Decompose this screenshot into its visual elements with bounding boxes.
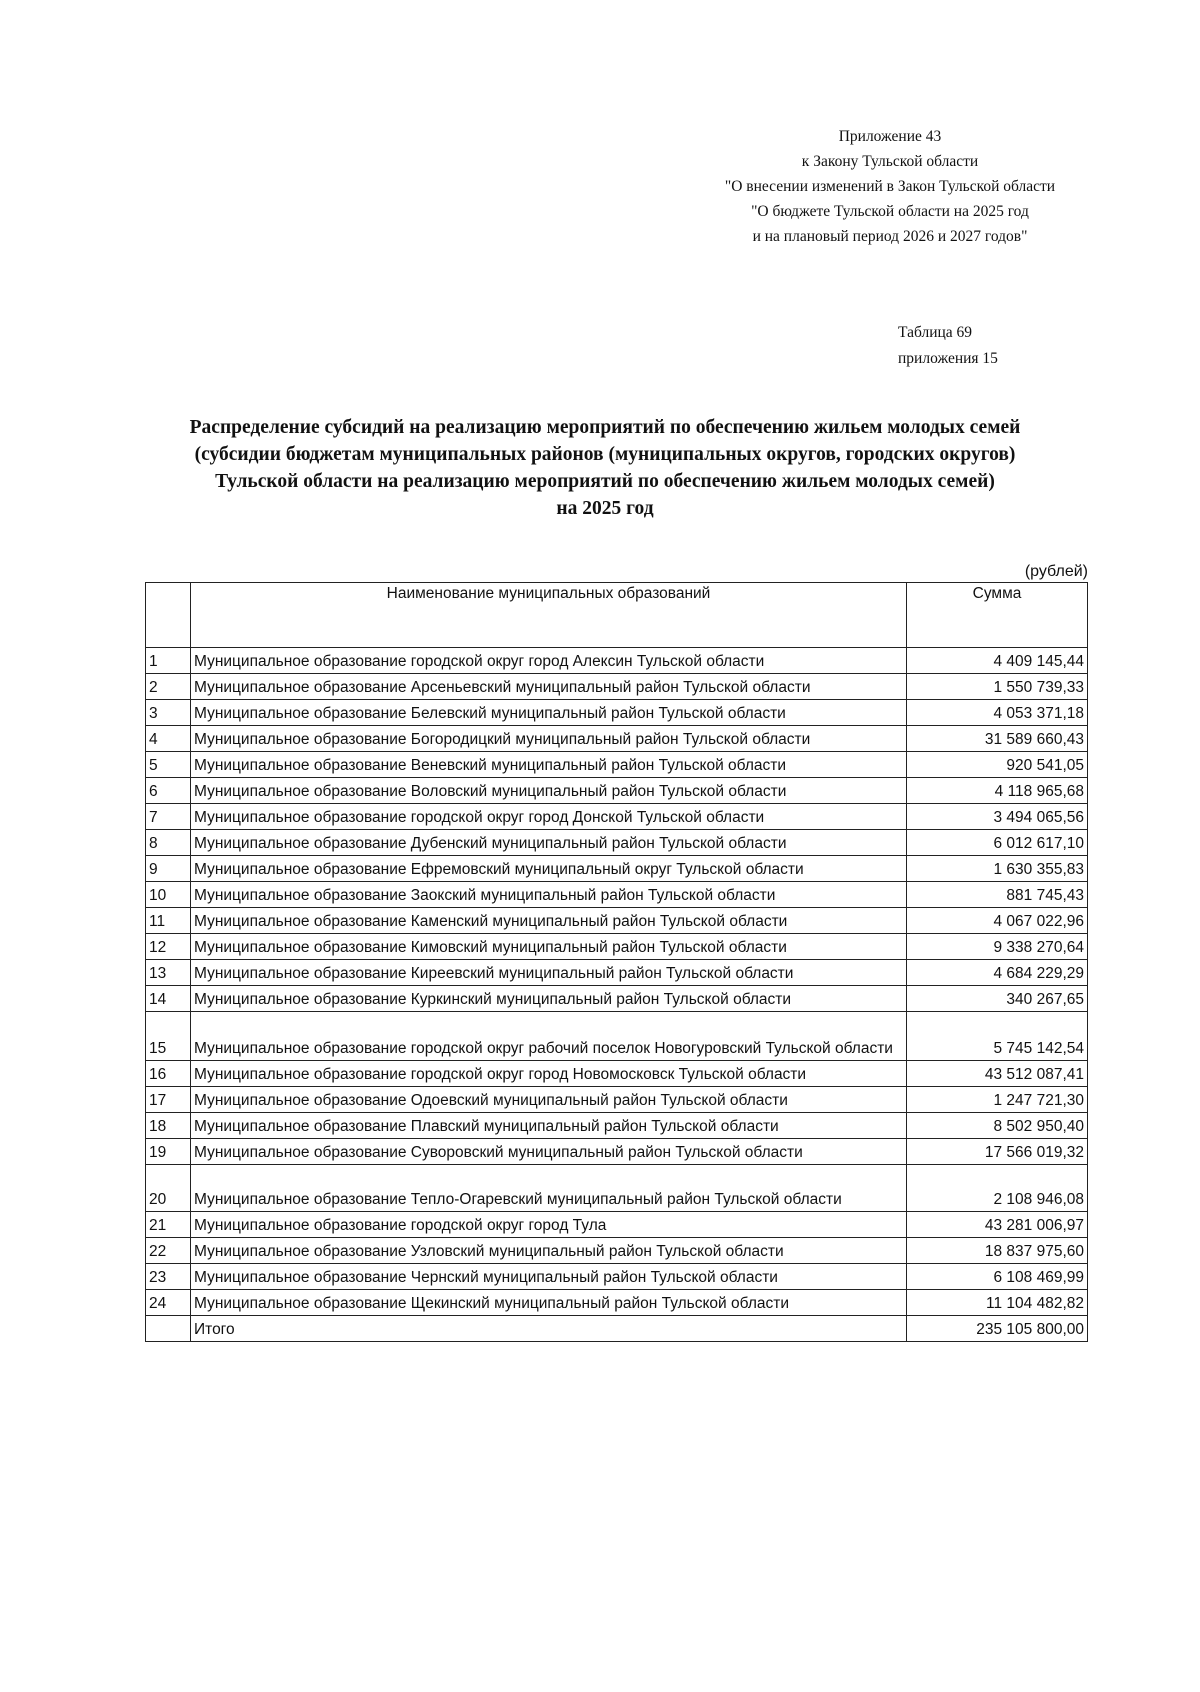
- row-number: 21: [146, 1212, 191, 1238]
- table-header-row: [146, 583, 1088, 648]
- row-sum: 8 502 950,40: [907, 1113, 1088, 1139]
- table-row: [146, 726, 1088, 752]
- row-sum: 4 118 965,68: [907, 778, 1088, 804]
- row-name: Муниципальное образование Арсеньевский муниципальный район Тульской области: [191, 674, 907, 700]
- row-sum: 11 104 482,82: [907, 1290, 1088, 1316]
- total-number: [146, 1316, 191, 1342]
- row-number: 14: [146, 986, 191, 1012]
- table-row: [146, 1113, 1088, 1139]
- total-sum: 235 105 800,00: [907, 1316, 1088, 1342]
- table-row: [146, 1238, 1088, 1264]
- row-name: Муниципальное образование Чернский муниципальный район Тульской области: [191, 1264, 907, 1290]
- appendix-line: "О внесении изменений в Закон Тульской области: [724, 178, 1056, 195]
- table-reference: [898, 320, 1098, 372]
- appendix-line: Приложение 43: [838, 128, 942, 145]
- row-name: Муниципальное образование городской округ город Новомосковск Тульской области: [191, 1061, 907, 1087]
- row-number: 11: [146, 908, 191, 934]
- row-sum: 1 550 739,33: [907, 674, 1088, 700]
- row-number: 10: [146, 882, 191, 908]
- row-name: Муниципальное образование Тепло-Огаревский муниципальный район Тульской области: [191, 1165, 907, 1212]
- title-line: Тульской области на реализацию мероприятий по обеспечению жильем молодых семей): [215, 471, 995, 492]
- table-row: [146, 804, 1088, 830]
- table-row: [146, 908, 1088, 934]
- table-row: [146, 882, 1088, 908]
- row-name: Муниципальное образование Одоевский муниципальный район Тульской области: [191, 1087, 907, 1113]
- row-sum: 17 566 019,32: [907, 1139, 1088, 1165]
- row-sum: 6 108 469,99: [907, 1264, 1088, 1290]
- table-row: [146, 1165, 1088, 1212]
- appendix-line: к Закону Тульской области: [801, 153, 979, 170]
- table-row: [146, 1290, 1088, 1316]
- row-number: 12: [146, 934, 191, 960]
- appendix-line: и на плановый период 2026 и 2027 годов": [752, 228, 1028, 245]
- row-sum: 43 281 006,97: [907, 1212, 1088, 1238]
- header-name: Наименование муниципальных образований: [191, 583, 907, 648]
- appendix-line: "О бюджете Тульской области на 2025 год: [751, 203, 1029, 220]
- row-number: 2: [146, 674, 191, 700]
- row-number: 16: [146, 1061, 191, 1087]
- table-body: [146, 583, 1088, 1342]
- row-sum: 43 512 087,41: [907, 1061, 1088, 1087]
- table-reference-line: приложения 15: [898, 350, 998, 367]
- row-number: 9: [146, 856, 191, 882]
- row-name: Муниципальное образование Куркинский муниципальный район Тульской области: [191, 986, 907, 1012]
- row-name: Муниципальное образование Кимовский муниципальный район Тульской области: [191, 934, 907, 960]
- table-row: [146, 648, 1088, 674]
- row-number: 15: [146, 1012, 191, 1061]
- row-name: Муниципальное образование Каменский муниципальный район Тульской области: [191, 908, 907, 934]
- appendix-header: [680, 124, 1100, 249]
- row-number: 3: [146, 700, 191, 726]
- header-number: [146, 583, 191, 648]
- row-sum: 340 267,65: [907, 986, 1088, 1012]
- row-number: 4: [146, 726, 191, 752]
- row-name: Муниципальное образование Воловский муниципальный район Тульской области: [191, 778, 907, 804]
- row-number: 18: [146, 1113, 191, 1139]
- row-number: 24: [146, 1290, 191, 1316]
- row-sum: 1 247 721,30: [907, 1087, 1088, 1113]
- row-number: 8: [146, 830, 191, 856]
- table-row: [146, 1012, 1088, 1061]
- row-sum: 920 541,05: [907, 752, 1088, 778]
- row-sum: 2 108 946,08: [907, 1165, 1088, 1212]
- table-row: [146, 1212, 1088, 1238]
- table-row: [146, 1264, 1088, 1290]
- row-name: Муниципальное образование Киреевский муниципальный район Тульской области: [191, 960, 907, 986]
- table-row: [146, 700, 1088, 726]
- total-row: [146, 1316, 1088, 1342]
- row-name: Муниципальное образование Щекинский муниципальный район Тульской области: [191, 1290, 907, 1316]
- table-reference-line: Таблица 69: [898, 324, 973, 341]
- row-name: Муниципальное образование городской округ город Тула: [191, 1212, 907, 1238]
- row-name: Муниципальное образование Ефремовский муниципальный округ Тульской области: [191, 856, 907, 882]
- row-number: 1: [146, 648, 191, 674]
- row-sum: 4 409 145,44: [907, 648, 1088, 674]
- total-label: Итого: [191, 1316, 907, 1342]
- subsidy-table: [145, 582, 1088, 1342]
- row-number: 6: [146, 778, 191, 804]
- table-row: [146, 1061, 1088, 1087]
- row-name: Муниципальное образование городской округ город Алексин Тульской области: [191, 648, 907, 674]
- document-title: [120, 414, 1090, 522]
- row-name: Муниципальное образование городской округ город Донской Тульской области: [191, 804, 907, 830]
- table-row: [146, 856, 1088, 882]
- row-name: Муниципальное образование Плавский муниципальный район Тульской области: [191, 1113, 907, 1139]
- table-row: [146, 960, 1088, 986]
- row-sum: 4 053 371,18: [907, 700, 1088, 726]
- row-name: Муниципальное образование Веневский муниципальный район Тульской области: [191, 752, 907, 778]
- row-number: 5: [146, 752, 191, 778]
- row-number: 22: [146, 1238, 191, 1264]
- row-sum: 5 745 142,54: [907, 1012, 1088, 1061]
- row-number: 23: [146, 1264, 191, 1290]
- row-name: Муниципальное образование Узловский муниципальный район Тульской области: [191, 1238, 907, 1264]
- row-sum: 18 837 975,60: [907, 1238, 1088, 1264]
- title-line: Распределение субсидий на реализацию мероприятий по обеспечению жильем молодых семей: [189, 417, 1021, 438]
- row-sum: 3 494 065,56: [907, 804, 1088, 830]
- table-row: [146, 934, 1088, 960]
- row-sum: 31 589 660,43: [907, 726, 1088, 752]
- table-row: [146, 986, 1088, 1012]
- row-number: 13: [146, 960, 191, 986]
- row-number: 17: [146, 1087, 191, 1113]
- row-number: 7: [146, 804, 191, 830]
- row-sum: 881 745,43: [907, 882, 1088, 908]
- row-sum: 1 630 355,83: [907, 856, 1088, 882]
- row-sum: 9 338 270,64: [907, 934, 1088, 960]
- header-sum: Сумма: [907, 583, 1088, 648]
- table-row: [146, 674, 1088, 700]
- row-name: Муниципальное образование Богородицкий муниципальный район Тульской области: [191, 726, 907, 752]
- title-line: на 2025 год: [556, 498, 654, 519]
- row-name: Муниципальное образование Белевский муниципальный район Тульской области: [191, 700, 907, 726]
- table-row: [146, 830, 1088, 856]
- row-number: 20: [146, 1165, 191, 1212]
- row-sum: 4 067 022,96: [907, 908, 1088, 934]
- units-label: (рублей): [1024, 563, 1088, 580]
- row-sum: 4 684 229,29: [907, 960, 1088, 986]
- title-line: (субсидии бюджетам муниципальных районов (муниципальных округов, городских округов): [194, 444, 1016, 465]
- row-name: Муниципальное образование Суворовский муниципальный район Тульской области: [191, 1139, 907, 1165]
- table-row: [146, 1087, 1088, 1113]
- row-sum: 6 012 617,10: [907, 830, 1088, 856]
- table-row: [146, 1139, 1088, 1165]
- row-name: Муниципальное образование городской округ рабочий поселок Новогуровский Тульской области: [191, 1012, 907, 1061]
- row-name: Муниципальное образование Заокский муниципальный район Тульской области: [191, 882, 907, 908]
- table-row: [146, 778, 1088, 804]
- row-name: Муниципальное образование Дубенский муниципальный район Тульской области: [191, 830, 907, 856]
- table-row: [146, 752, 1088, 778]
- row-number: 19: [146, 1139, 191, 1165]
